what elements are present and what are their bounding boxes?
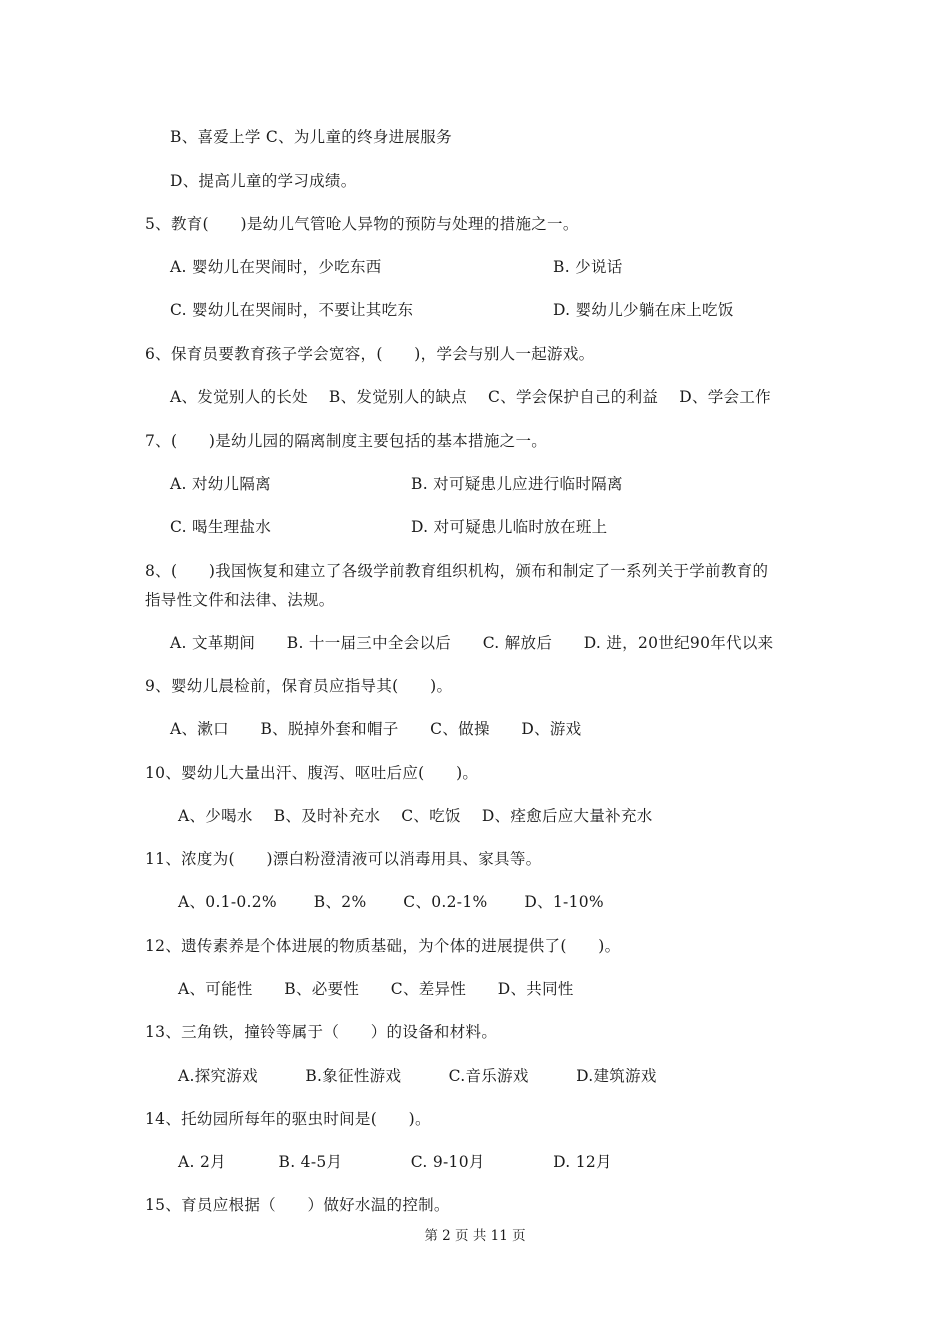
q5-option-d: D. 婴幼儿少躺在床上吃饭	[553, 301, 734, 319]
question-13: 13、三角铁，撞铃等属于（ ）的设备和材料。	[145, 1023, 498, 1041]
q11-options: A、0.1-0.2% B、2% C、0.2-1% D、1-10%	[178, 893, 604, 911]
q6-options: A、发觉别人的长处 B、发觉别人的缺点 C、学会保护自己的利益 D、学会工作	[170, 388, 771, 406]
q5-option-b: B. 少说话	[553, 258, 623, 276]
q7-option-c: C. 喝生理盐水	[170, 518, 272, 536]
question-11: 11、浓度为( )漂白粉澄清液可以消毒用具、家具等。	[145, 850, 542, 868]
q5-option-a: A. 婴幼儿在哭闹时，少吃东西	[170, 258, 382, 276]
q4-option-d: D、提高儿童的学习成绩。	[170, 172, 357, 190]
q7-option-b: B. 对可疑患儿应进行临时隔离	[411, 475, 623, 493]
q8-options: A. 文革期间 B. 十一届三中全会以后 C. 解放后 D. 进，20世纪90年代以来	[170, 634, 774, 652]
question-8-line-2: 指导性文件和法律、法规。	[145, 591, 335, 609]
question-7: 7、( )是幼儿园的隔离制度主要包括的基本措施之一。	[145, 432, 548, 450]
q10-options: A、少喝水 B、及时补充水 C、吃饭 D、痊愈后应大量补充水	[178, 807, 653, 825]
question-15: 15、育员应根据（ ）做好水温的控制。	[145, 1196, 450, 1214]
question-5: 5、教育( )是幼儿气管呛人异物的预防与处理的措施之一。	[145, 215, 579, 233]
question-9: 9、婴幼儿晨检前，保育员应指导其( )。	[145, 677, 453, 695]
page-footer: 第 2 页 共 11 页	[424, 1228, 526, 1244]
q7-option-d: D. 对可疑患儿临时放在班上	[411, 518, 608, 536]
q4-option-b-c: B、喜爱上学 C、为儿童的终身进展服务	[170, 128, 452, 146]
question-6: 6、保育员要教育孩子学会宽容，( )，学会与别人一起游戏。	[145, 345, 595, 363]
question-8-line-1: 8、( )我国恢复和建立了各级学前教育组织机构，颁布和制定了一系列关于学前教育的	[145, 562, 769, 580]
q13-options: A.探究游戏 B.象征性游戏 C.音乐游戏 D.建筑游戏	[178, 1067, 657, 1085]
q14-options: A. 2月 B. 4-5月 C. 9-10月 D. 12月	[178, 1153, 612, 1171]
question-12: 12、遗传素养是个体进展的物质基础，为个体的进展提供了( )。	[145, 937, 621, 955]
q5-option-c: C. 婴幼儿在哭闹时，不要让其吃东	[170, 301, 414, 319]
q12-options: A、可能性 B、必要性 C、差异性 D、共同性	[178, 980, 574, 998]
q9-options: A、漱口 B、脱掉外套和帽子 C、做操 D、游戏	[170, 720, 582, 738]
question-14: 14、托幼园所每年的驱虫时间是( )。	[145, 1110, 431, 1128]
question-10: 10、婴幼儿大量出汗、腹泻、呕吐后应( )。	[145, 764, 479, 782]
q7-option-a: A. 对幼儿隔离	[170, 475, 271, 493]
